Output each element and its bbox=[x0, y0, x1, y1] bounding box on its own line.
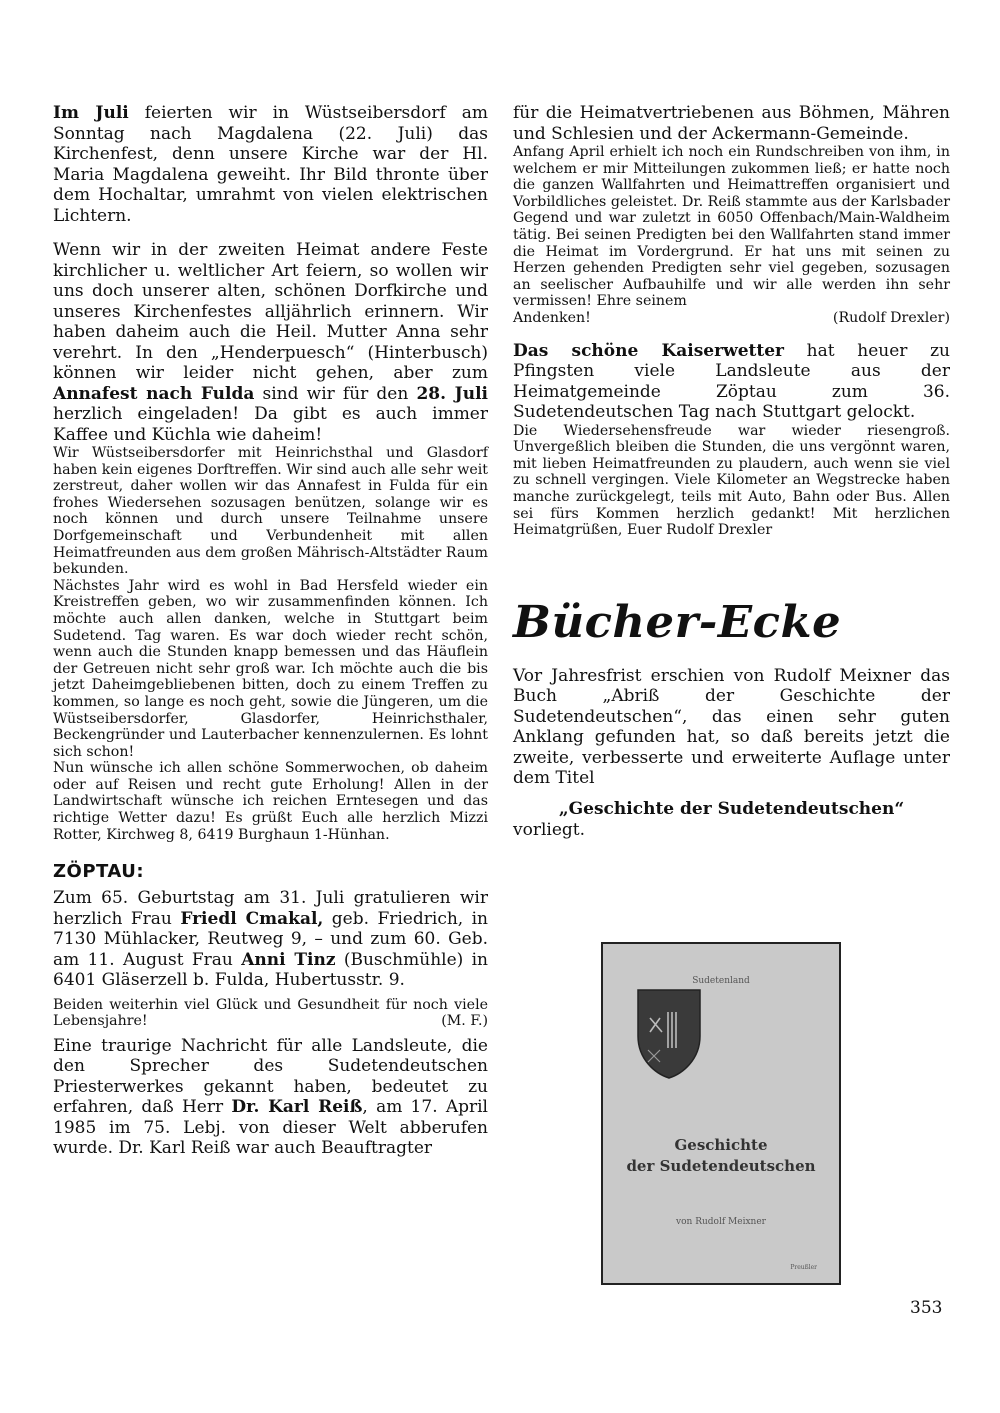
page-number: 353 bbox=[910, 1298, 943, 1318]
left-column bbox=[53, 103, 488, 1159]
book-cover-label: Sudetenland bbox=[692, 976, 750, 986]
paragraph-wishes: Beiden weiterhin viel Glück und Gesundheit für noch viele Lebensjahre! (M. F.) bbox=[53, 996, 488, 1030]
book-cover-image bbox=[601, 942, 841, 1285]
coat-of-arms-icon bbox=[636, 988, 702, 1080]
paragraph-rundschreiben: Anfang April erhielt ich noch ein Rundschreiben von ihm, in welchem er mir Mitteilungen zukommen ließ; er hatte noch die ganzen Wallfahrten und Heimattreffen organisiert und Vorbildliches geleistet. Dr. Reiß stammte aus der Karlsbader Gegend und war zuletzt in 6050 Offenbach/Main-Waldheim tätig. Bei seinen Predigten bei den Wallfahrten stand immer die Heimat im Vordergrund. Er hat uns mit seinen zu Herzen gehenden Predigten sehr viel gegeben, sozusagen an seelischer Aufbauhilfe und wir alle werden ihn sehr vermissen! Ehre seinem bbox=[513, 144, 950, 310]
paragraph-kirchenfest: Im Juli feierten wir in Wüstseibersdorf am Sonntag nach Magdalena (22. Juli) das Kirchenfest, denn unsere Kirche war der Hl. Maria Magdalena geweiht. Ihr Bild thronte über dem Hochaltar, umrahmt von vielen elektrischen Lichtern. bbox=[53, 103, 488, 226]
paragraph-annafest: Wenn wir in der zweiten Heimat andere Feste kirchlicher u. weltlicher Art feiern, so wollen wir uns doch unserer alten, schönen Dorfkirche und unseres Kirchenfestes alljährlich erinnern. Wir haben daheim auch die Heil. Mutter Anna sehr verehrt. In den „Henderpuesch“ (Hinterbusch) können wir leider nicht gehen, aber zum Annafest nach Fulda sind wir für den 28. Juli herzlich eingeladen! Da gibt es auch immer Kaffee und Küchla wie daheim! bbox=[53, 240, 489, 445]
paragraph-birthdays: Zum 65. Geburtstag am 31. Juli gratulieren wir herzlich Frau Friedl Cmakal, geb. Friedrich, in 7130 Mühlacker, Reutweg 9, – und zum 60. Geb. am 11. August Frau Anni Tinz (Buschmühle) in 6401 Gläserzell b. Fulda, Hubertusstr. 9. bbox=[53, 888, 489, 991]
paragraph-kaiserwetter: Das schöne Kaiserwetter hat heuer zu Pfingsten viele Landsleute aus der Heimatgemeinde Zöptau zum 36. Sudetendeutschen Tag nach Stuttgart gelockt. bbox=[513, 340, 950, 423]
paragraph-obituary: Eine traurige Nachricht für alle Landsleute, die den Sprecher des Sudetendeutschen Priesterwerkes gekannt haben, bedeutet zu erfahren, daß Herr Dr. Karl Reiß, am 17. April 1985 im 75. Lebj. von dieser Welt abberufen wurde. Dr. Karl Reiß war auch Beauftragter bbox=[53, 1035, 488, 1159]
signature-mf: (M. F.) bbox=[441, 1013, 488, 1030]
book-title: „Geschichte der Sudetendeutschen“ bbox=[558, 798, 905, 819]
paragraph-kreistreffen: Nächstes Jahr wird es wohl in Bad Hersfeld wieder ein Kreistreffen geben, wo wir zusammenfinden können. Ich möchte auch allen danken, welche in Stuttgart beim Sudetend. Tag waren. Es war doch wieder recht schön, wenn auch die Stunden knapp bemessen und das Häuflein der Getreuen nicht sehr groß war. Ich möchte auch die bis jetzt Daheimgebliebenen bitten, doch zu einem Treffen zu kommen, so lange es noch geht, sowie die Jüngeren, um die Wüstseibersdorfer, Glasdorfer, Heinrichsthaler, Beckengründer und Lauterbacher kennenzulernen. Es lohnt sich schon! bbox=[53, 577, 488, 760]
paragraph-dorftreffen: Wir Wüstseibersdorfer mit Heinrichsthal und Glasdorf haben kein eigenes Dorftreffen. Wir sind auch alle sehr weit zerstreut, daher wollen wir das Annafest in Fulda für ein frohes Wiedersehen sozusagen benützen, solange wir es noch können und durch unsere Teilnahme unsere Dorfgemeinschaft und Verbundenheit mit allen Heimatfreunden aus dem großen Mährisch-Altstädter Raum bekunden. bbox=[53, 445, 488, 578]
section-heading-zoeptau: ZÖPTAU: bbox=[53, 861, 145, 883]
book-cover-author: von Rudolf Meixner bbox=[676, 1217, 766, 1227]
paragraph-vorliegt: vorliegt. bbox=[513, 819, 586, 840]
right-column bbox=[513, 103, 950, 840]
section-title-buecher-ecke: Bücher-Ecke bbox=[513, 596, 842, 648]
paragraph-book-intro: Vor Jahresfrist erschien von Rudolf Meixner das Buch „Abriß der Geschichte der Sudetendeutschen“, das einen sehr guten Anklang gefunden hat, so daß bereits jetzt die zweite, verbesserte und erweiterte Auflage unter dem Titel bbox=[513, 665, 950, 789]
signature-line-drexler: Andenken! (Rudolf Drexler) bbox=[513, 309, 950, 326]
paragraph-greeting: Nun wünsche ich allen schöne Sommerwochen, ob daheim oder auf Reisen und recht gute Erholung! Allen in der Landwirtschaft wünsche ich reichen Erntesegen und das richtige Wetter dazu! Es grüßt Euch alle herzlich Mizzi Rotter, Kirchweg 8, 6419 Burghaun 1-Hünhan. bbox=[53, 760, 488, 843]
book-cover-publisher: Preußler bbox=[790, 1264, 817, 1271]
paragraph-wiedersehen: Die Wiedersehensfreude war wieder riesengroß. Unvergeßlich bleiben die Stunden, die uns vergönnt waren, mit lieben Heimatfreunden zu plaudern, auch wenn sie viel zu schnell vergingen. Viele Kilometer an Wegstrecke haben manche zurückgelegt, teils mit Auto, Bahn oder Bus. Allen sei fürs Kommen herzlich gedankt! Mit herzlichen Heimatgrüßen, Euer Rudolf Drexler bbox=[513, 422, 950, 539]
book-cover-title-line1: Geschichte bbox=[674, 1136, 768, 1154]
book-cover-title-line2: der Sudetendeutschen bbox=[626, 1157, 816, 1175]
paragraph-obituary-cont: für die Heimatvertriebenen aus Böhmen, Mähren und Schlesien und der Ackermann-Gemeinde. bbox=[513, 103, 950, 144]
